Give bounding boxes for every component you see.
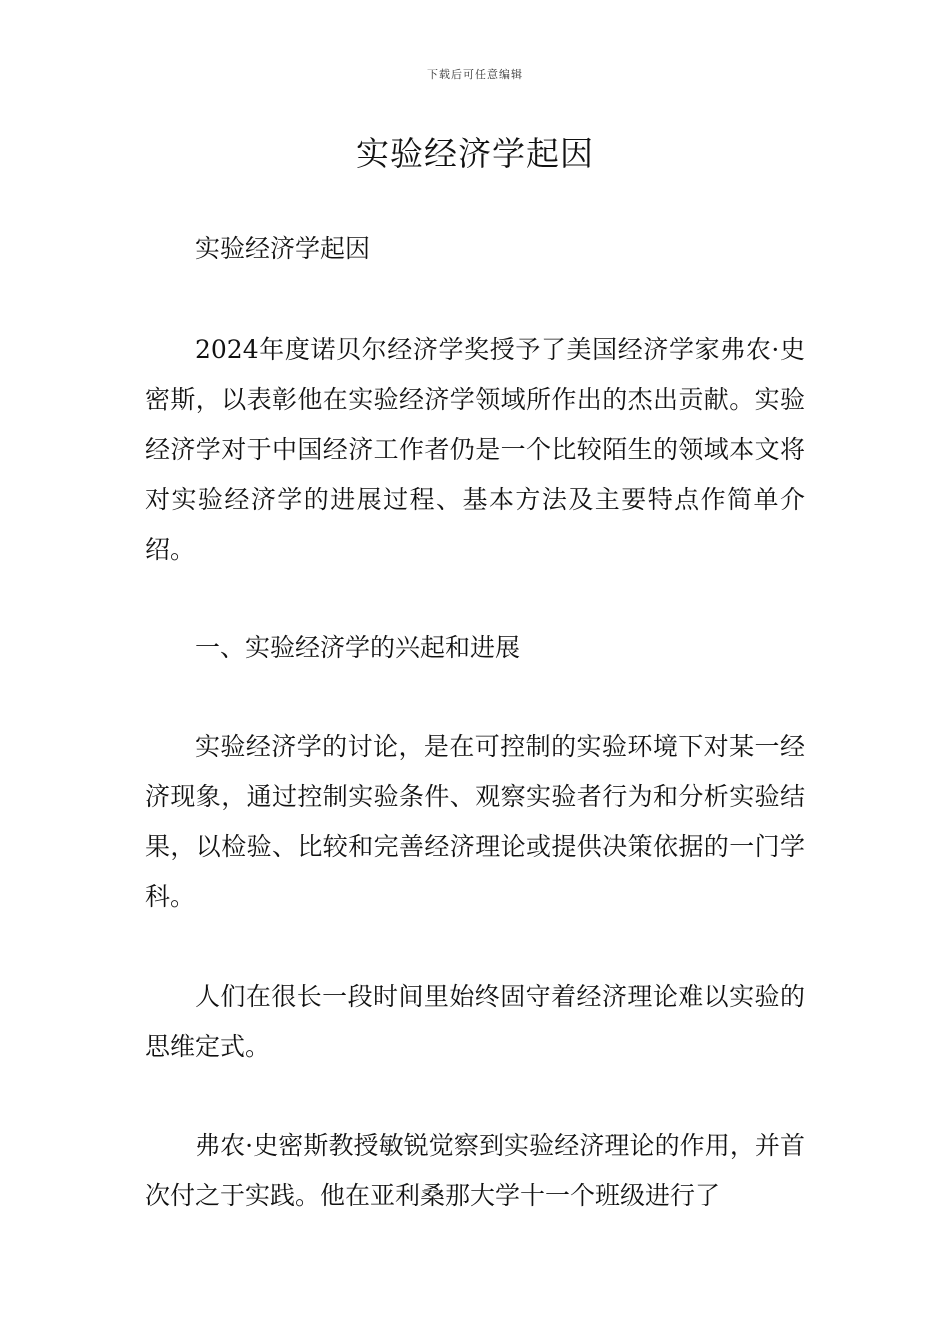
- section-heading: [145, 623, 805, 673]
- paragraph-subtitle: [145, 224, 805, 274]
- paragraph-definition: [145, 722, 805, 922]
- section-heading-text: 一、实验经济学的兴起和进展: [195, 633, 521, 662]
- document-title: 实验经济学起因: [356, 134, 594, 173]
- paragraph-mindset: [145, 972, 805, 1072]
- paragraph-text: 弗农·史密斯教授敏锐觉察到实验经济理论的作用，并首次付之于实践。他在亚利桑那大学十一个班级进行了: [145, 1131, 805, 1210]
- paragraph-intro: [145, 325, 805, 575]
- paragraph-text: 人们在很长一段时间里始终固守着经济理论难以实验的思维定式。: [145, 982, 805, 1061]
- paragraph-text: 实验经济学起因: [195, 234, 371, 263]
- paragraph-text: 实验经济学的讨论，是在可控制的实验环境下对某一经济现象，通过控制实验条件、观察实验者行为和分析实验结果，以检验、比较和完善经济理论或提供决策依据的一门学科。: [145, 732, 805, 911]
- paragraph-smith: [145, 1121, 805, 1221]
- paragraph-text: 2024年度诺贝尔经济学奖授予了美国经济学家弗农·史密斯，以表彰他在实验经济学领域所作出的杰出贡献。实验经济学对于中国经济工作者仍是一个比较陌生的领域本文将对实验经济学的进展过程、基本方法及主要特点作简单介绍。: [145, 335, 805, 564]
- header-note: 下载后可任意编辑: [427, 68, 523, 81]
